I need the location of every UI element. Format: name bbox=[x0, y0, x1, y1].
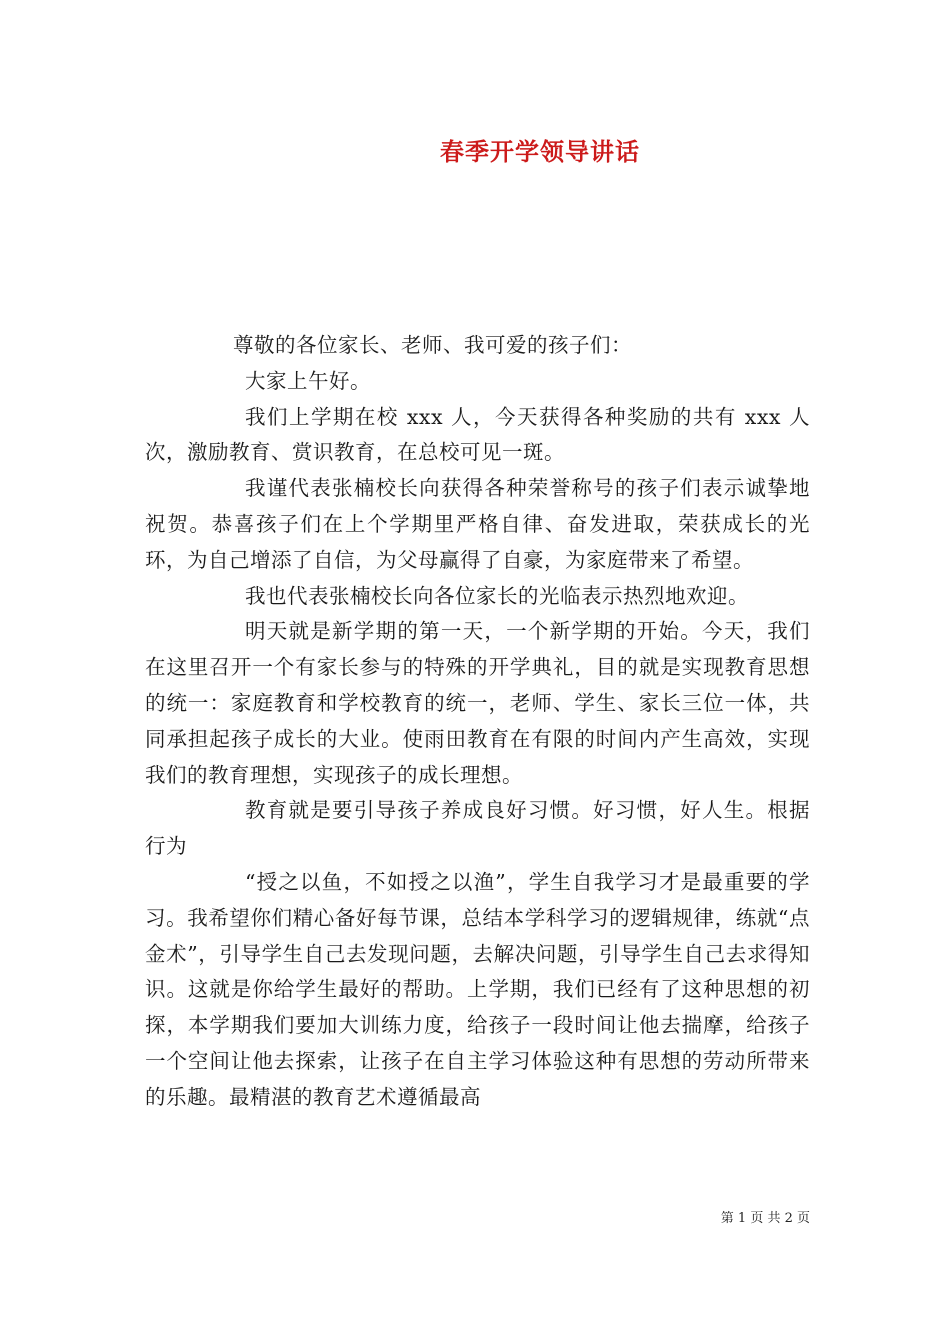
paragraph: 我谨代表张楠校长向获得各种荣誉称号的孩子们表示诚挚地祝贺。恭喜孩子们在上个学期里严格自律、奋发进取，荣获成长的光环，为自己增添了自信，为父母赢得了自豪，为家庭带来了希望。 bbox=[145, 476, 810, 572]
document-title: 春季开学领导讲话 bbox=[440, 137, 640, 166]
paragraph: 我也代表张楠校长向各位家长的光临表示热烈地欢迎。 bbox=[245, 583, 749, 608]
paragraph: 教育就是要引导孩子养成良好习惯。好习惯，好人生。根据行为 bbox=[145, 798, 810, 859]
salutation: 尊敬的各位家长、老师、我可爱的孩子们： bbox=[233, 333, 632, 357]
paragraph: “授之以鱼，不如授之以渔”，学生自我学习才是最重要的学习。我希望你们精心备好每节课，总结本学科学习的逻辑规律，练就“点金术”，引导学生自己去发现问题，去解决问题，引导学生自己去求得知识。这就是你给学生最好的帮助。上学期，我们已经有了这种思想的初探，本学期我们要加大训练力度，给孩子一段时间让他去揣摩，给孩子一个空间让他去探索，让孩子在自主学习体验这种有思想的劳动所带来的乐趣。最精湛的教育艺术遵循最高 bbox=[145, 869, 810, 1109]
document-body bbox=[145, 328, 810, 1116]
paragraph: 我们上学期在校 xxx 人，今天获得各种奖励的共有 xxx 人次，激励教育、赏识教育，在总校可见一斑。 bbox=[145, 404, 810, 465]
paragraph: 明天就是新学期的第一天，一个新学期的开始。今天，我们在这里召开一个有家长参与的特殊的开学典礼，目的就是实现教育思想的统一：家庭教育和学校教育的统一，老师、学生、家长三位一体，共同承担起孩子成长的大业。使雨田教育在有限的时间内产生高效，实现我们的教育理想，实现孩子的成长理想。 bbox=[145, 619, 810, 787]
page-number: 第 1 页 共 2 页 bbox=[720, 1211, 810, 1226]
paragraph: 大家上午好。 bbox=[245, 368, 371, 393]
